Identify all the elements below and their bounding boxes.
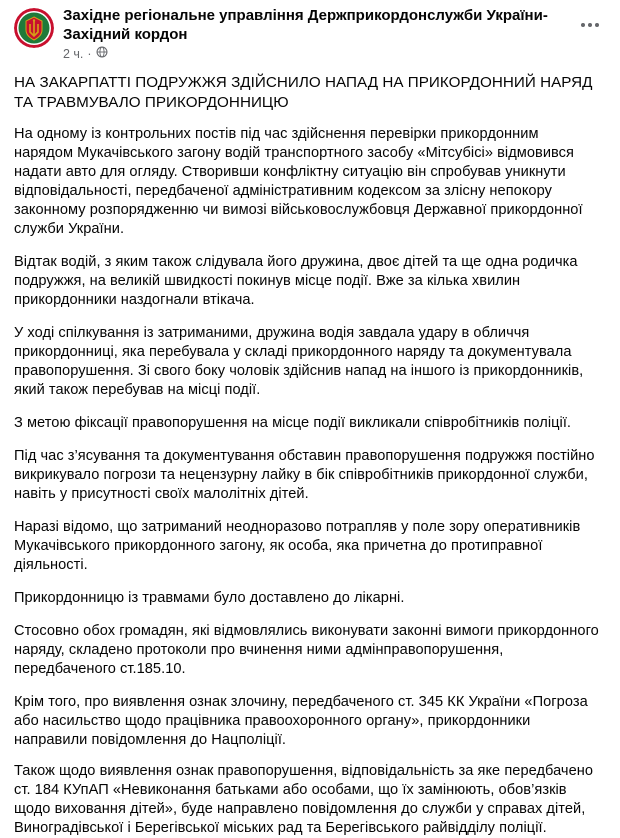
- post-paragraph: У ході спілкування із затриманими, дружина водія завдала удару в обличчя прикордонниці, яка перебувала у складі прикордонного наряду та документувала правопорушення. Зі свого боку чоловік здійснив напад на іншого із прикордонників, який також перебував на місці події.: [14, 325, 584, 398]
- post-headline: НА ЗАКАРПАТТІ ПОДРУЖЖЯ ЗДІЙСНИЛО НАПАД НА ПРИКОРДОННИЙ НАРЯД ТА ТРАВМУВАЛО ПРИКОРДОННИЦЮ: [14, 74, 593, 111]
- meta-separator: ·: [87, 46, 92, 61]
- post-paragraph: На одному із контрольних постів під час здійснення перевірки прикордонним нарядом Мукачівського загону водій транспортного засобу «Мітсубісі» відмовився надати авто для огляду. Створивши конфліктну ситуацію він спробував уникнути відповідальності, передбаченої адміністративним кодексом за злісну непокору законному розпорядженню чи вимозі військовослужбовця Державної прикордонної служби України.: [14, 126, 583, 237]
- post-paragraph: Крім того, про виявлення ознак злочину, передбаченого ст. 345 КК України «Погроза або насильство щодо працівника правоохоронного органу», прикордонники направили повідомлення до Нацполіції.: [14, 694, 588, 748]
- post-paragraph: Прикордонницю із травмами було доставлено до лікарні.: [14, 590, 405, 606]
- post-paragraph: Відтак водій, з яким також слідувала його дружина, двоє дітей та ще одна родичка подружжя, на великій швидкості покинув місце події. Вже за кілька хвилин прикордонники наздогнали втікача.: [14, 254, 578, 308]
- more-dots-icon: [580, 15, 600, 33]
- post-header: [14, 6, 604, 61]
- page-author-link[interactable]: Західне регіональне управління Держприкордонслужби України-Західний кордон: [63, 7, 548, 43]
- more-options-button[interactable]: [574, 8, 606, 40]
- post-timestamp[interactable]: 2 ч.: [63, 46, 84, 61]
- globe-icon[interactable]: [96, 46, 108, 61]
- post-paragraph: Також щодо виявлення ознак правопорушення, відповідальність за яке передбачено ст. 184 КУпАП «Невиконання батьками або особами, що їх замінюють, обов’язків щодо виховання дітей», буде направлено повідомлення до служби у справах дітей, Виноградівської і Берегівської міських рад та Берегівського райвідділу поліції.: [14, 763, 594, 836]
- post-header-text: [63, 6, 604, 61]
- post-paragraph: З метою фіксації правопорушення на місце події викликали співробітників поліції.: [14, 415, 572, 431]
- coat-of-arms-logo[interactable]: [14, 8, 54, 48]
- post-paragraph: Наразі відомо, що затриманий неодноразово потрапляв у поле зору оперативників Мукачівського прикордонного загону, як особа, яка причетна до протиправної діяльності.: [14, 519, 581, 573]
- post-paragraph: Під час з’ясування та документування обставин правопорушення подружжя постійно викрикувало погрози та нецензурну лайку в бік співробітників прикордонної служби, навіть у присутності своїх малолітніх дітей.: [14, 448, 595, 502]
- post-meta: [63, 46, 604, 61]
- post-paragraph: Стосовно обох громадян, які відмовлялись виконувати законні вимоги прикордонного наряду, складено протоколи про вчинення ними адмінправопорушення, передбаченого ст.185.10.: [14, 623, 599, 677]
- post-body: [14, 73, 604, 838]
